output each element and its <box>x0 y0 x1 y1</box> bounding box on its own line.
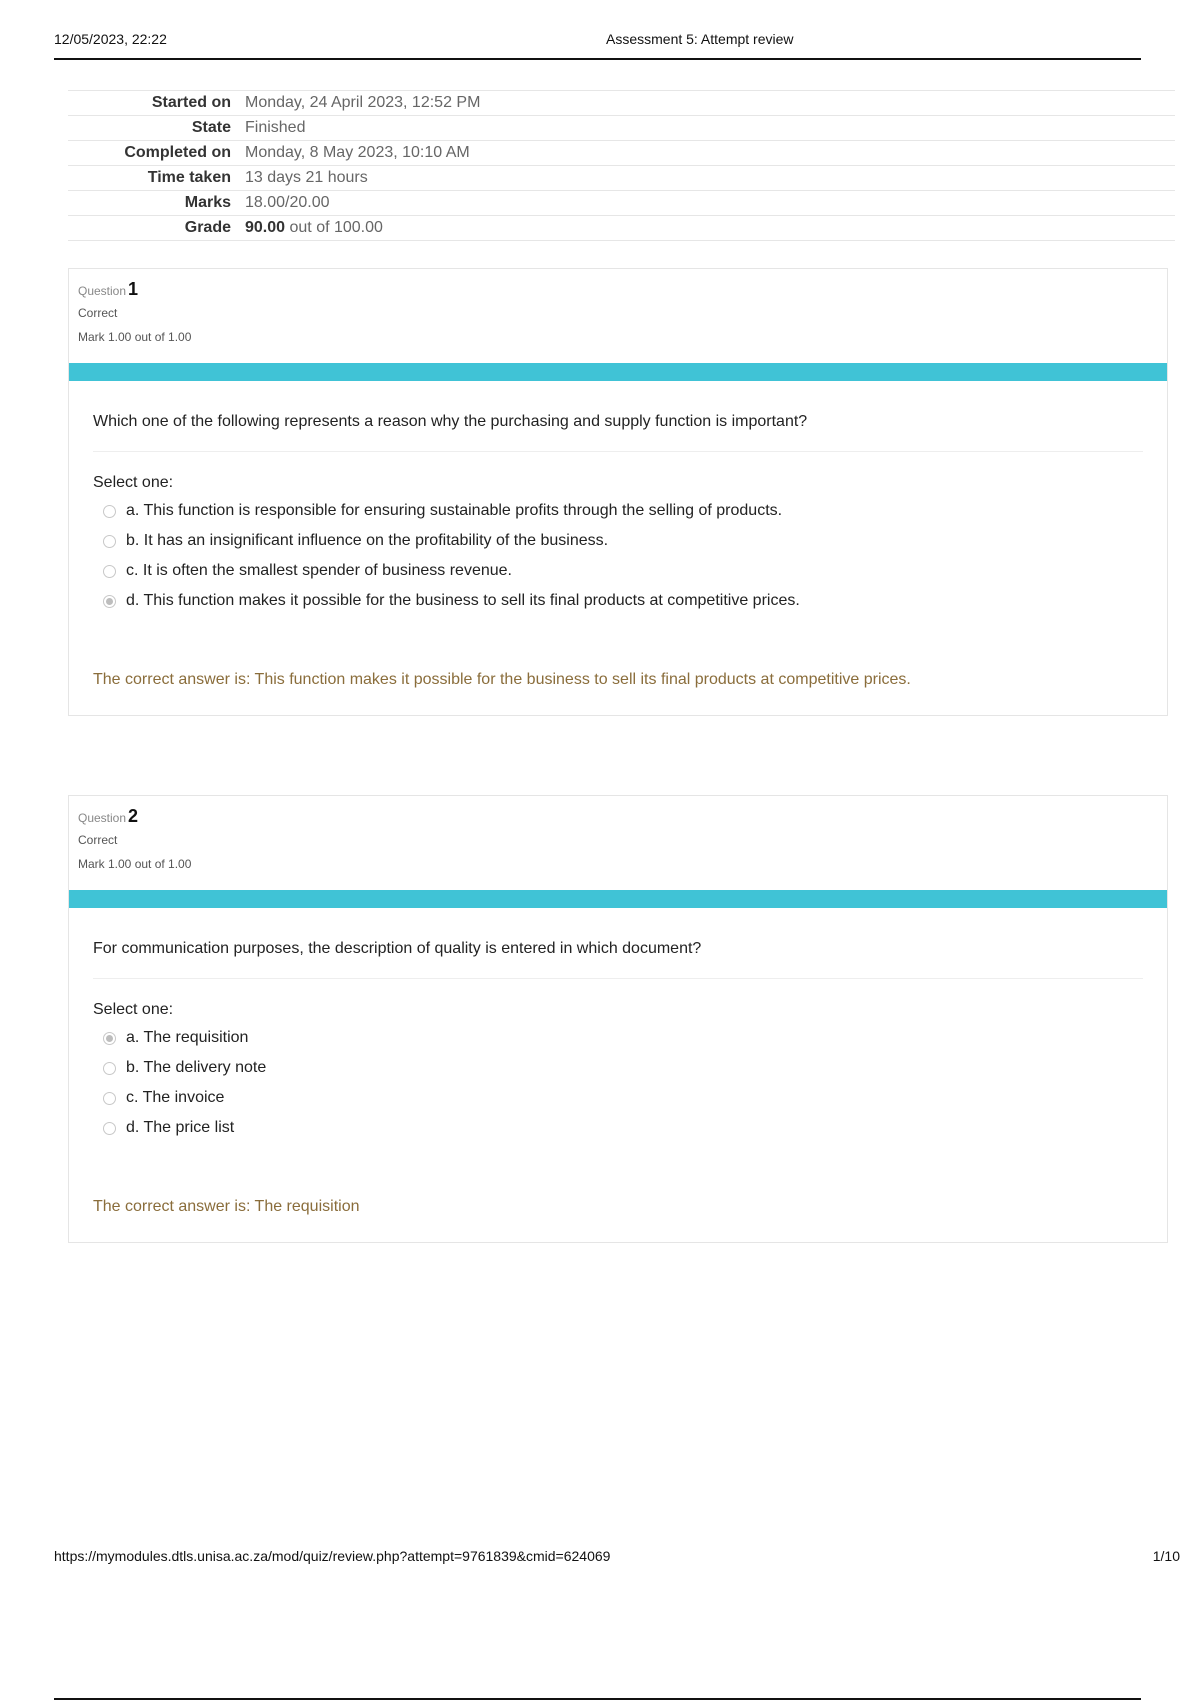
radio-button[interactable] <box>103 1122 116 1135</box>
question-label: Question <box>78 284 127 298</box>
summary-row <box>68 141 1175 166</box>
radio-button-selected[interactable] <box>103 595 116 608</box>
answer-option[interactable] <box>93 1023 1143 1053</box>
answer-option[interactable] <box>93 586 1143 616</box>
radio-button[interactable] <box>103 1062 116 1075</box>
answer-label: b. It has an insignificant influence on the profitability of the business. <box>126 532 609 549</box>
answer-label: b. The delivery note <box>126 1059 267 1076</box>
radio-button[interactable] <box>103 565 116 578</box>
question-header-bar <box>69 363 1167 381</box>
select-one-prompt: Select one: <box>93 474 174 491</box>
question-text: Which one of the following represents a reason why the purchasing and supply function is important? <box>93 413 1143 452</box>
correct-answer-feedback: The correct answer is: The requisition <box>93 1198 360 1215</box>
answer-list <box>93 496 1143 616</box>
question-number: 1 <box>128 279 139 299</box>
question-card-2 <box>68 795 1168 1243</box>
question-header-bar <box>69 890 1167 908</box>
select-one-prompt: Select one: <box>93 1001 174 1018</box>
summary-label: State <box>191 119 231 136</box>
grade-label: Grade <box>184 219 231 236</box>
question-state: Correct <box>78 833 118 847</box>
radio-button-selected[interactable] <box>103 1032 116 1045</box>
print-header <box>54 28 1141 60</box>
grade-suffix: out of 100.00 <box>289 219 383 236</box>
grade-score: 90.00 <box>245 219 286 236</box>
summary-label: Completed on <box>124 144 231 161</box>
question-number: 2 <box>128 806 139 826</box>
question-info <box>69 269 1167 363</box>
question-info <box>69 796 1167 890</box>
summary-row <box>68 166 1175 191</box>
radio-button[interactable] <box>103 505 116 518</box>
summary-value: Finished <box>245 119 306 136</box>
summary-row-grade <box>68 216 1175 241</box>
summary-row <box>68 116 1175 141</box>
correct-answer-feedback: The correct answer is: This function makes it possible for the business to sell its final products at competitive prices. <box>93 671 911 688</box>
answer-option[interactable] <box>93 496 1143 526</box>
attempt-summary-table <box>68 90 1175 241</box>
summary-value: Monday, 8 May 2023, 10:10 AM <box>245 144 470 161</box>
answer-option[interactable] <box>93 526 1143 556</box>
answer-label: d. The price list <box>126 1119 235 1136</box>
answer-option[interactable] <box>93 1083 1143 1113</box>
radio-button[interactable] <box>103 535 116 548</box>
print-datetime: 12/05/2023, 22:22 <box>54 31 167 47</box>
answer-option[interactable] <box>93 556 1143 586</box>
answer-label: c. It is often the smallest spender of business revenue. <box>126 562 512 579</box>
answer-list <box>93 1023 1143 1143</box>
summary-label: Time taken <box>147 169 231 186</box>
question-mark: Mark 1.00 out of 1.00 <box>78 857 192 871</box>
print-page-title: Assessment 5: Attempt review <box>606 31 794 47</box>
answer-option[interactable] <box>93 1053 1143 1083</box>
radio-button[interactable] <box>103 1092 116 1105</box>
page-url: https://mymodules.dtls.unisa.ac.za/mod/quiz/review.php?attempt=9761839&cmid=624069 <box>54 1548 611 1564</box>
summary-label: Started on <box>151 94 231 111</box>
question-mark: Mark 1.00 out of 1.00 <box>78 330 192 344</box>
question-content <box>69 381 1167 715</box>
summary-row <box>68 191 1175 216</box>
question-text: For communication purposes, the description of quality is entered in which document? <box>93 940 1143 979</box>
summary-value: 13 days 21 hours <box>245 169 368 186</box>
question-card-1 <box>68 268 1168 716</box>
summary-value: 18.00/20.00 <box>245 194 330 211</box>
answer-label: d. This function makes it possible for the business to sell its final products at competitive prices. <box>126 592 800 609</box>
summary-label: Marks <box>184 194 231 211</box>
page-number: 1/10 <box>1152 1548 1180 1564</box>
grade-value <box>245 216 1175 241</box>
answer-option[interactable] <box>93 1113 1143 1143</box>
summary-value: Monday, 24 April 2023, 12:52 PM <box>245 94 481 111</box>
question-label: Question <box>78 811 127 825</box>
answer-label: a. This function is responsible for ensuring sustainable profits through the selling of products. <box>126 502 783 519</box>
answer-label: a. The requisition <box>126 1029 249 1046</box>
answer-label: c. The invoice <box>126 1089 225 1106</box>
summary-row <box>68 91 1175 116</box>
question-state: Correct <box>78 306 118 320</box>
question-content <box>69 908 1167 1242</box>
